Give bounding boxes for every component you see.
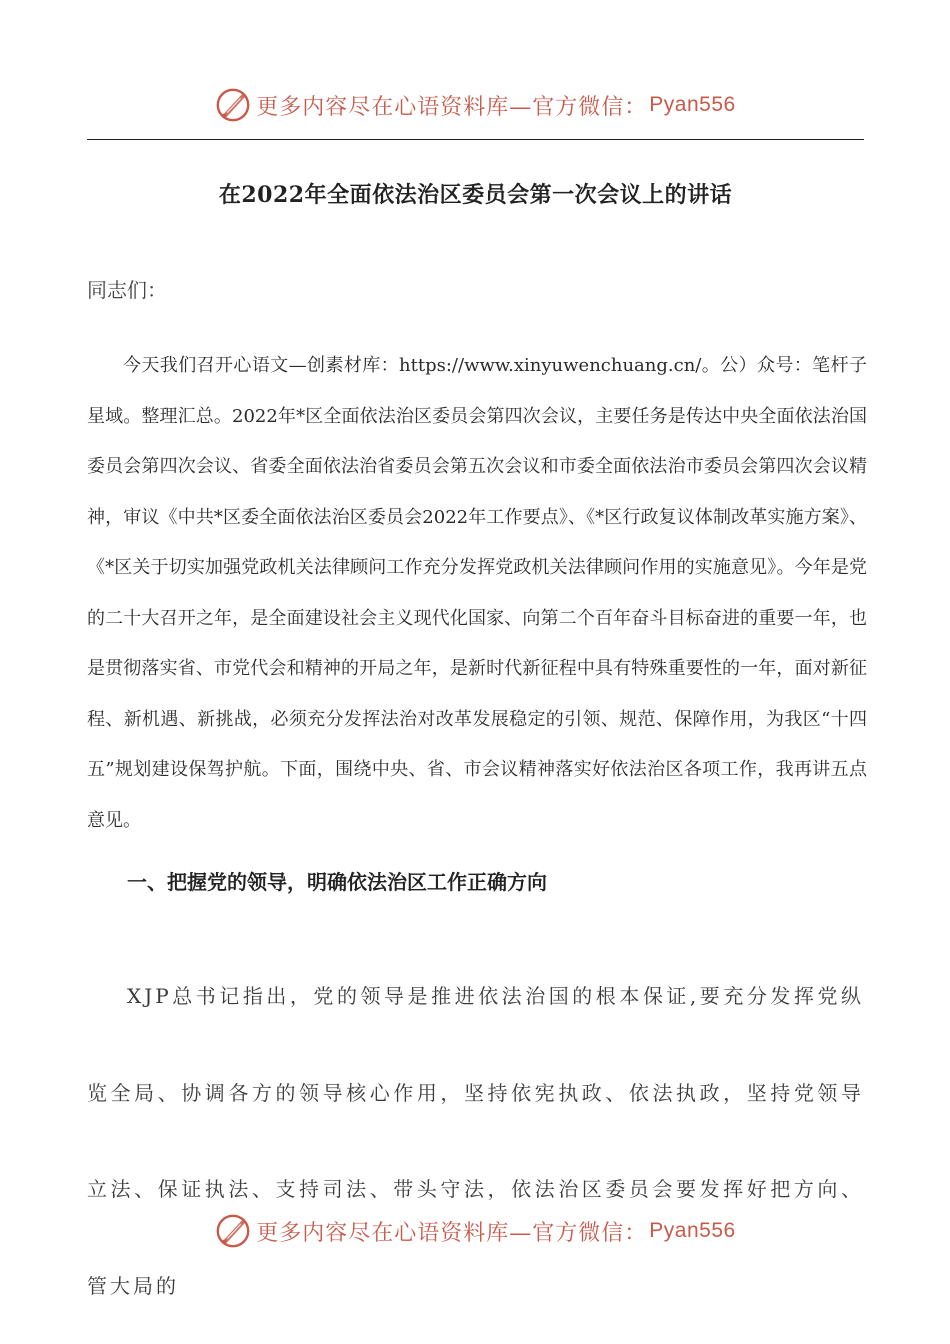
- section-1-paragraph: XJP总书记指出，党的领导是推进依法治国的根本保证,要充分发挥党纵览全局、协调各方的领导核心作用，坚持依宪执政、依法执政，坚持党领导立法、保证执法、支持司法、带头守法，依法治区委员会要发挥好把方向、管大局的: [87, 984, 864, 1298]
- footer-banner-text: 更多内容尽在心语资料库—官方微信：: [256, 1220, 648, 1246]
- footer-wechat-id: Pyan556: [649, 1219, 736, 1242]
- intro-paragraph: 今天我们召开心语文—创素材库：https://www.xinyuwenchuang.cn/。公）众号：笔杆子星域。整理汇总。2022年*区全面依法治区委员会第四次会议，主要任务是传达中央全面依法治国委员会第四次会议、省委全面依法治省委员会第五次会议和市委全面依法治市委员会第四次会议精神，审议《中共*区委全面依法治区委员会2022年工作要点》、《*区行政复议体制改革实施方案》、《*区关于切实加强党政机关法律顾问工作充分发挥党政机关法律顾问作用的实施意见》。今年是党的二十大召开之年，是全面建设社会主义现代化国家、向第二个百年奋斗目标奋进的重要一年，也是贯彻落实省、市党代会和精神的开局之年，是新时代新征程中具有特殊重要性的一年，面对新征程、新机遇、新挑战，必须充分发挥法治对改革发展稳定的引领、规范、保障作用，为我区“十四五”规划建设保驾护航。下面，围绕中央、省、市会议精神落实好依法治区各项工作，我再讲五点意见。: [87, 355, 867, 831]
- header-banner-text: 更多内容尽在心语资料库—官方微信：: [256, 94, 648, 120]
- header-divider: [87, 139, 864, 140]
- salutation: 同志们：: [87, 278, 167, 302]
- quill-logo-icon: [214, 1212, 252, 1250]
- header-wechat-id: Pyan556: [649, 93, 736, 116]
- quill-logo-icon: [214, 86, 252, 124]
- header-banner: [0, 80, 950, 130]
- document-title: 在2022年全面依法治区委员会第一次会议上的讲话: [218, 182, 733, 208]
- section-1-heading: 一、把握党的领导，明确依法治区工作正确方向: [127, 870, 547, 894]
- footer-banner: [0, 1206, 950, 1256]
